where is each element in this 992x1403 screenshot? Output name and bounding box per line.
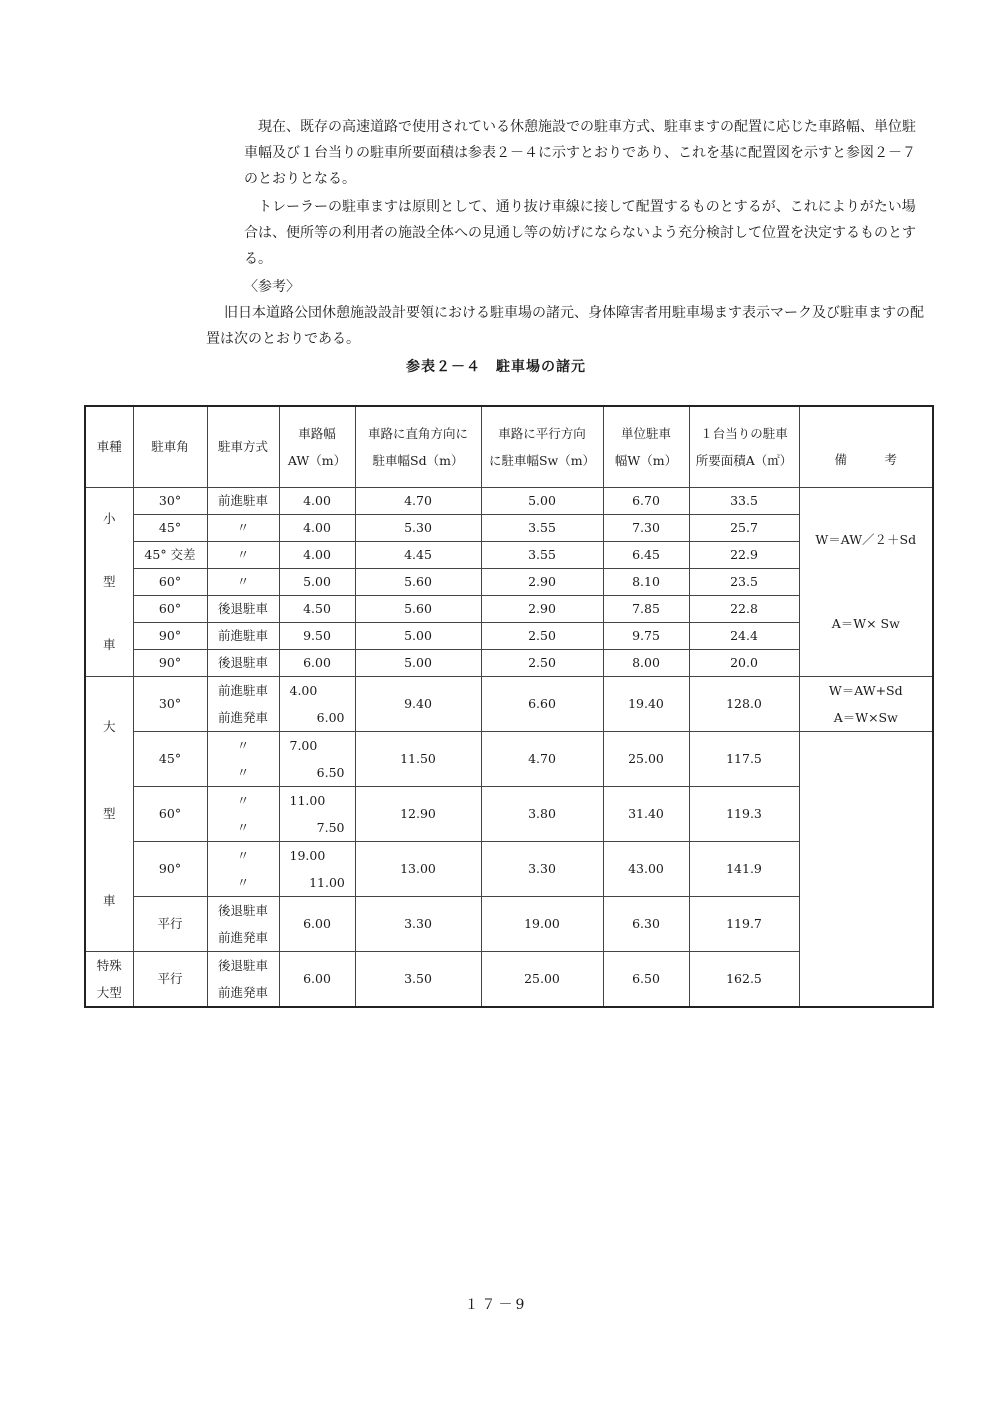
header-vehicle: 車種 — [85, 406, 133, 488]
cell-method — [207, 897, 279, 952]
cell-sd: 5.60 — [355, 569, 481, 596]
cell-angle: 90° — [133, 650, 207, 677]
cell-sw: 5.00 — [481, 488, 603, 515]
table-row — [85, 677, 933, 732]
cell-aw — [279, 732, 355, 787]
cell-aw: 5.00 — [279, 569, 355, 596]
cell-angle: 45° — [133, 732, 207, 787]
header-aw-line1: 車路幅 — [298, 426, 336, 441]
header-sd-line2: 駐車幅Sd（m） — [372, 453, 464, 468]
vehicle-small-label — [85, 488, 133, 677]
cell-sw: 3.55 — [481, 515, 603, 542]
remark-formula-w: W＝AW+Sd — [828, 683, 903, 698]
paragraph-reference — [206, 300, 928, 352]
cell-sd: 4.70 — [355, 488, 481, 515]
cell-angle: 60° — [133, 596, 207, 623]
header-w-line2: 幅W（m） — [614, 453, 678, 468]
cell-a: 23.5 — [689, 569, 799, 596]
cell-aw: 4.00 — [279, 488, 355, 515]
cell-sd: 4.45 — [355, 542, 481, 569]
cell-sd: 5.60 — [355, 596, 481, 623]
paragraph-text: 現在、既存の高速道路で使用されている休憩施設での駐車方式、駐車ますの配置に応じた車路幅、単位駐車幅及び１台当りの駐車所要面積は参表２－４に示すとおりであり、これを基に配置図を示すと参図２－７のとおりとなる。 — [244, 119, 916, 187]
table-caption: 参表２－４ 駐車場の諸元 — [406, 359, 586, 375]
cell-sd: 11.50 — [355, 732, 481, 787]
page-number: １７－9 — [464, 1297, 528, 1313]
remark-formula-a: A＝W×Sw — [833, 710, 898, 725]
cell-sd: 3.30 — [355, 897, 481, 952]
header-sw — [481, 406, 603, 488]
header-aw — [279, 406, 355, 488]
cell-sd: 9.40 — [355, 677, 481, 732]
cell-w: 8.10 — [603, 569, 689, 596]
cell-aw: 6.00 — [279, 952, 355, 1008]
cell-sd: 12.90 — [355, 787, 481, 842]
cell-a: 162.5 — [689, 952, 799, 1008]
cell-method: 前進駐車 — [207, 623, 279, 650]
cell-aw: 6.00 — [279, 897, 355, 952]
cell-w: 6.50 — [603, 952, 689, 1008]
cell-method-line1: 後退駐車 — [217, 903, 268, 918]
cell-w: 9.75 — [603, 623, 689, 650]
table-header-row — [85, 406, 933, 488]
cell-method — [207, 842, 279, 897]
cell-w: 7.30 — [603, 515, 689, 542]
table-row — [85, 488, 933, 515]
reference-heading: 〈参考〉 — [244, 279, 300, 295]
vehicle-large-label — [85, 677, 133, 952]
cell-sw: 2.50 — [481, 650, 603, 677]
vehicle-small-char: 車 — [102, 636, 116, 652]
cell-sd: 5.00 — [355, 650, 481, 677]
cell-aw — [279, 842, 355, 897]
paragraph-text: トレーラーの駐車ますは原則として、通り抜け車線に接して配置するものとするが、これによりがたい場合は、便所等の利用者の施設全体への見通し等の妨げにならないよう充分検討して位置を決定するものとする。 — [244, 199, 916, 267]
cell-sd: 5.00 — [355, 623, 481, 650]
paragraph-parking-method — [244, 114, 928, 192]
vehicle-large-char: 大 — [102, 719, 116, 735]
header-remarks: 備 考 — [799, 406, 933, 488]
vehicle-small-char: 型 — [102, 573, 116, 589]
cell-angle: 90° — [133, 623, 207, 650]
cell-method: 〃 — [207, 569, 279, 596]
cell-aw-line1: 7.00 — [289, 738, 318, 753]
cell-method: 後退駐車 — [207, 650, 279, 677]
cell-a: 22.9 — [689, 542, 799, 569]
vehicle-special-line1: 特殊 — [96, 958, 122, 973]
cell-sw: 2.90 — [481, 596, 603, 623]
cell-aw-line2: 7.50 — [316, 820, 345, 835]
cell-a: 20.0 — [689, 650, 799, 677]
header-sd — [355, 406, 481, 488]
cell-method — [207, 952, 279, 1008]
vehicle-large-char: 型 — [102, 805, 116, 821]
cell-angle: 平行 — [133, 897, 207, 952]
parking-spec-table — [84, 405, 934, 1008]
cell-angle: 60° — [133, 787, 207, 842]
cell-w: 25.00 — [603, 732, 689, 787]
cell-angle: 30° — [133, 677, 207, 732]
remarks-small — [799, 488, 933, 677]
remarks-empty — [799, 732, 933, 1008]
cell-method-line2: 前進発車 — [217, 985, 268, 1000]
header-aw-line2: AW（m） — [287, 453, 347, 468]
remark-formula-w: W＝AW／２＋Sd — [815, 532, 917, 547]
cell-angle: 平行 — [133, 952, 207, 1008]
paragraph-trailer-parking — [244, 194, 928, 272]
table-row — [85, 732, 933, 787]
cell-sw: 6.60 — [481, 677, 603, 732]
header-a — [689, 406, 799, 488]
cell-a: 33.5 — [689, 488, 799, 515]
remarks-large — [799, 677, 933, 732]
cell-a: 119.7 — [689, 897, 799, 952]
cell-angle: 45° — [133, 515, 207, 542]
cell-w: 6.45 — [603, 542, 689, 569]
cell-w: 31.40 — [603, 787, 689, 842]
cell-method: 後退駐車 — [207, 596, 279, 623]
cell-method: 〃 — [207, 542, 279, 569]
cell-a: 117.5 — [689, 732, 799, 787]
cell-sd: 3.50 — [355, 952, 481, 1008]
cell-aw — [279, 787, 355, 842]
header-a-line2: 所要面積A（㎡） — [695, 453, 793, 468]
cell-aw: 4.00 — [279, 515, 355, 542]
cell-method-line1: 後退駐車 — [217, 958, 268, 973]
cell-aw: 9.50 — [279, 623, 355, 650]
cell-method — [207, 732, 279, 787]
vehicle-special-line2: 大型 — [96, 985, 122, 1000]
cell-sw: 19.00 — [481, 897, 603, 952]
cell-w: 6.30 — [603, 897, 689, 952]
cell-aw: 6.00 — [279, 650, 355, 677]
cell-sd: 5.30 — [355, 515, 481, 542]
cell-method-line2: 〃 — [236, 820, 250, 835]
cell-sw: 3.30 — [481, 842, 603, 897]
header-a-line1: １台当りの駐車 — [700, 426, 788, 441]
remark-spacer — [800, 554, 933, 610]
cell-method-line2: 〃 — [236, 765, 250, 780]
cell-aw-line1: 4.00 — [289, 683, 318, 698]
cell-a: 22.8 — [689, 596, 799, 623]
header-sw-line1: 車路に平行方向 — [498, 426, 586, 441]
cell-aw — [279, 677, 355, 732]
cell-sw: 3.80 — [481, 787, 603, 842]
cell-method: 〃 — [207, 515, 279, 542]
remark-formula-a: A＝W× Sw — [831, 616, 900, 631]
cell-aw-line2: 6.50 — [316, 765, 345, 780]
header-w-line1: 単位駐車 — [620, 426, 671, 441]
cell-method-line1: 〃 — [236, 848, 250, 863]
cell-aw-line1: 11.00 — [289, 793, 326, 808]
header-sw-line2: に駐車幅Sw（m） — [488, 453, 596, 468]
cell-sw: 2.50 — [481, 623, 603, 650]
cell-method-line2: 前進発車 — [217, 930, 268, 945]
vehicle-large-char: 車 — [102, 892, 116, 908]
cell-w: 43.00 — [603, 842, 689, 897]
cell-sw: 25.00 — [481, 952, 603, 1008]
header-sd-line1: 車路に直角方向に — [367, 426, 468, 441]
paragraph-text: 旧日本道路公団休憩施設設計要領における駐車場の諸元、身体障害者用駐車場ます表示マーク及び駐車ますの配置は次のとおりである。 — [206, 305, 924, 347]
cell-w: 7.85 — [603, 596, 689, 623]
cell-sw: 3.55 — [481, 542, 603, 569]
header-method: 駐車方式 — [207, 406, 279, 488]
cell-aw-line1: 19.00 — [289, 848, 326, 863]
cell-w: 19.40 — [603, 677, 689, 732]
cell-w: 8.00 — [603, 650, 689, 677]
cell-a: 24.4 — [689, 623, 799, 650]
cell-method: 前進駐車 — [207, 488, 279, 515]
cell-aw-line2: 11.00 — [309, 875, 345, 890]
cell-sw: 2.90 — [481, 569, 603, 596]
header-angle: 駐車角 — [133, 406, 207, 488]
cell-angle: 90° — [133, 842, 207, 897]
header-w — [603, 406, 689, 488]
cell-angle: 30° — [133, 488, 207, 515]
cell-sd: 13.00 — [355, 842, 481, 897]
cell-a: 128.0 — [689, 677, 799, 732]
cell-method-line2: 〃 — [236, 875, 250, 890]
cell-a: 25.7 — [689, 515, 799, 542]
cell-aw-line2: 6.00 — [316, 710, 345, 725]
cell-angle: 45° 交差 — [133, 542, 207, 569]
cell-method-line1: 〃 — [236, 738, 250, 753]
cell-aw: 4.50 — [279, 596, 355, 623]
cell-a: 141.9 — [689, 842, 799, 897]
cell-aw: 4.00 — [279, 542, 355, 569]
cell-method — [207, 787, 279, 842]
cell-a: 119.3 — [689, 787, 799, 842]
cell-method-line1: 〃 — [236, 793, 250, 808]
vehicle-special-label — [85, 952, 133, 1008]
vehicle-small-char: 小 — [102, 511, 116, 527]
cell-sw: 4.70 — [481, 732, 603, 787]
cell-method-line1: 前進駐車 — [217, 683, 268, 698]
cell-method — [207, 677, 279, 732]
cell-w: 6.70 — [603, 488, 689, 515]
cell-method-line2: 前進発車 — [217, 710, 268, 725]
cell-angle: 60° — [133, 569, 207, 596]
